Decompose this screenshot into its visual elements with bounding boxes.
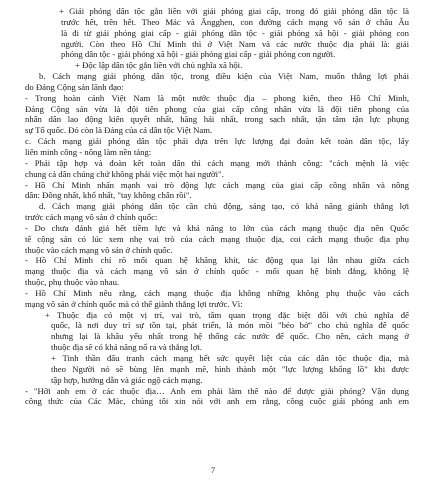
text-line: tế cộng sản có lúc xem nhẹ vai trò của cách mạng thuộc địa, coi cách mạng thuộc địa phụ [25,233,409,244]
text-line: mạng thuộc địa và cách mạng vô sản ở chính quốc - mối quan hệ bình đẳng, không lệ [25,266,409,277]
text-line: - Hồ Chí Minh nhấn mạnh vai trò động lực cách mạng của giai cấp công nhân và nông [25,179,409,190]
text-line: - "Hỡi anh em ở các thuộc địa… Anh em phải làm thế nào để được giải phóng? Vận dụng [25,385,409,396]
text-line: là đi từ giải phóng giai cấp - giải phóng dân tộc - giải phóng xã hội - giải phóng con [61,27,409,38]
text-line: thuộc địa sẽ có khả năng nổ ra và thắng lợi. [51,342,203,353]
page-number: 7 [210,465,216,475]
text-line: quốc, là nơi duy trì sự tồn tại, phát triển, là món mồi "béo bở" cho chủ nghĩa đế quốc [51,320,409,331]
text-line: tập hợp, hướng dẫn và giác ngộ cách mạng. [51,374,203,385]
text-line: thuộc vào cách mạng vô sản ở chính quốc. [25,244,173,255]
text-line: chung cả dân chúng chứ không phải việc một hai người". [25,168,224,179]
text-line: + Độc lập dân tộc gắn liền với chủ nghĩa xã hội. [75,60,243,71]
text-line: - Hồ Chí Minh chỉ rõ mối quan hệ khăng khít, tác động qua lại lẫn nhau giữa cách [25,255,409,266]
text-line: - Hồ Chí Minh nêu rằng, cách mạng thuộc địa không những không phụ thuộc vào cách [25,287,409,298]
text-line: phóng dân tộc - giải phóng xã hội - giải phóng giai cấp - giải phóng con người. [61,49,336,60]
text-line: + Thuộc địa có một vị trí, vai trò, tầm quan trọng đặc biệt đối với chủ nghĩa đế [45,309,409,320]
text-line: - Do chưa đánh giá hết tiềm lực và khả năng to lớn của cách mạng thuộc địa nên Quốc [25,222,409,233]
text-line: người. Còn theo Hồ Chí Minh thì ở Việt Nam và các nước thuộc địa phải là: giải [61,38,409,49]
text-line: + Tinh thần đấu tranh cách mạng hết sức quyết liệt của các dân tộc thuộc địa, mà [51,353,409,363]
text-line: c. Cách mạng giải phóng dân tộc phải dựa trên lực lượng đại đoàn kết toàn dân tộc, lấy [25,136,409,147]
text-line: b. Cách mạng giải phóng dân tộc, trong điều kiện của Việt Nam, muốn thắng lợi phải [39,71,409,82]
text-line: + Giải phóng dân tộc gắn liền với giải phóng giai cấp, trong đó giải phóng dân tộc là [59,6,409,16]
text-line: sự Tổ quốc. Đó còn là Đảng của cả dân tộc Việt Nam. [25,125,213,136]
text-line: liên minh công - nông làm nền tảng: [25,146,152,157]
page-body [25,6,409,407]
text-line: nhân dân lao động kiên quyết nhất, hăng hái nhất, trong sạch nhất, tận tâm tận lực phụng [25,114,409,125]
text-line: dân: Đông nhất, khổ nhất, "tay không chân rồi". [25,190,192,201]
text-line: mạng vô sản ở chính quốc mà có thể giành thắng lợi trước. Vì: [25,298,243,309]
text-line: Đảng Cộng sản vừa là đội tiên phong của giai cấp công nhân vừa là đội tiên phong của [25,103,409,114]
text-line: - Trong hoàn cảnh Việt Nam là một nước thuộc địa – phong kiến, theo Hồ Chí Minh, [25,92,409,103]
text-line: - Phải tập hợp và đoàn kết toàn dân thì cách mạng mới thành công: "cách mệnh là việc [25,157,409,168]
text-line: nhưng lại là khâu yếu nhất trong hệ thống các nước đế quốc. Cho nên, cách mạng ở [51,331,409,342]
text-line: d. Cách mạng giải phóng dân tộc cần chủ động, sáng tạo, có khả năng giành thắng lợi [39,201,409,212]
text-line: công thức của Các Mác, chúng tôi xin nói với anh em rằng, công cuộc giải phóng anh em [25,396,409,407]
text-line: theo Người nó sẽ bùng lên mạnh mẽ, hình thành một "lực lượng khổng lồ" khi được [51,363,409,374]
text-line: trước hết, trên hết. Theo Mác và Ăngghen, con đường cách mạng vô sản ở châu Âu [61,16,409,27]
text-line: thuộc, phụ thuộc vào nhau. [25,277,120,288]
text-line: do Đảng Cộng sản lãnh đạo: [25,81,124,92]
text-line: trước cách mạng vô sản ở chính quốc: [25,212,158,223]
